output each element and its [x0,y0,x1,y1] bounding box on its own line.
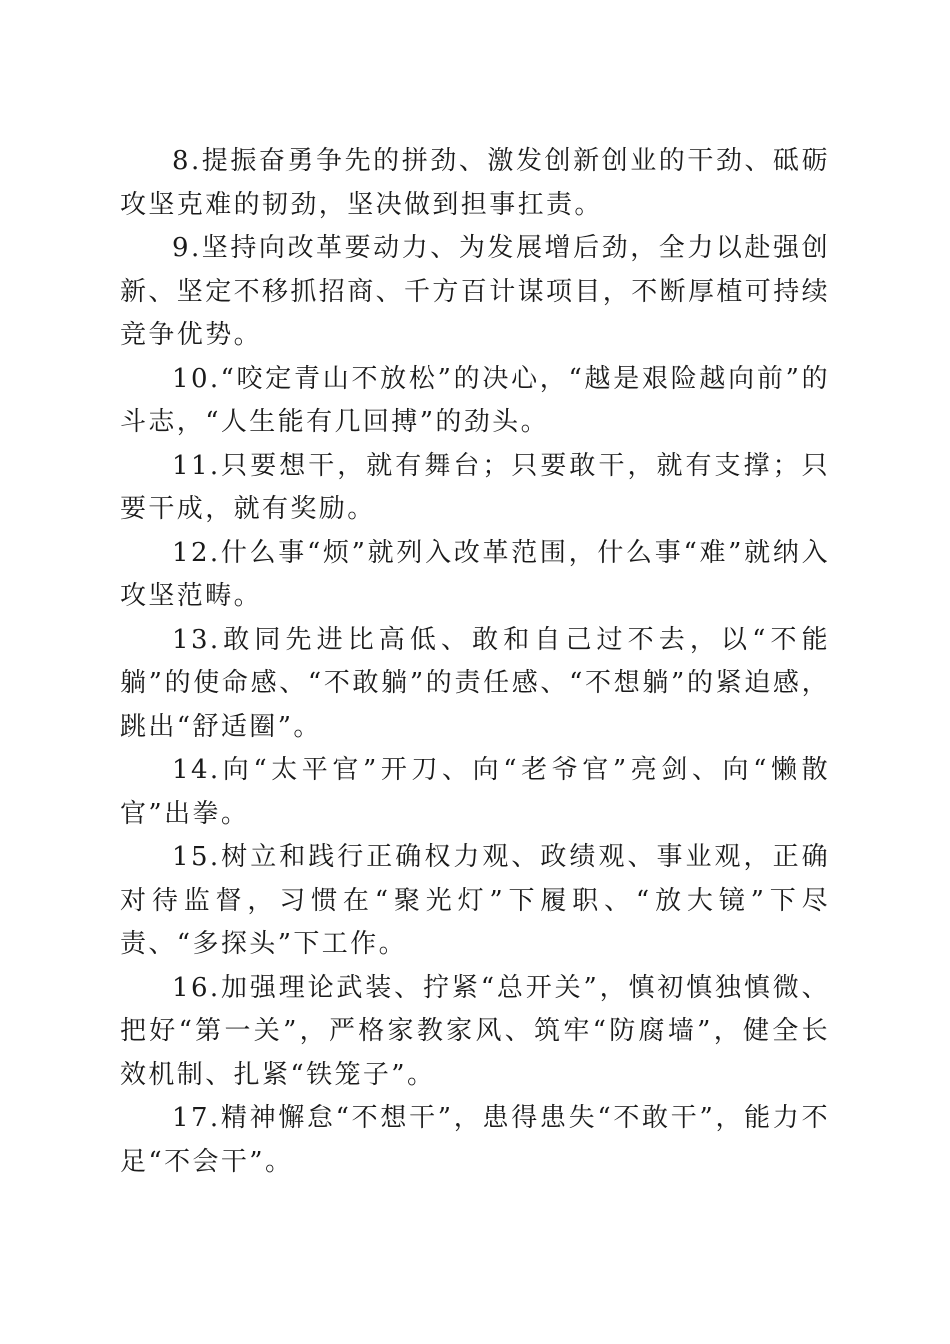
document-body [120,140,830,1184]
paragraph-11: 11.只要想干，就有舞台；只要敢干，就有支撑；只要干成，就有奖励。 [120,450,830,524]
paragraph-9: 9.坚持向改革要动力、为发展增后劲，全力以赴强创新、坚定不移抓招商、千方百计谋项目，不断厚植可持续竞争优势。 [120,233,831,350]
paragraph-16: 16.加强理论武装、拧紧“总开关”，慎初慎独慎微、把好“第一关”，严格家教家风、筑牢“防腐墙”，健全长效机制、扎紧“铁笼子”。 [120,972,830,1090]
paragraph-15: 15.树立和践行正确权力观、政绩观、事业观，正确对待监督，习惯在“聚光灯”下履职、“放大镜”下尽责、“多探头”下工作。 [120,842,830,959]
paragraph-12: 12.什么事“烦”就列入改革范围，什么事“难”就纳入攻坚范畴。 [120,537,830,611]
paragraph-13: 13.敢同先进比高低、敢和自己过不去，以“不能躺”的使命感、“不敢躺”的责任感、“不想躺”的紧迫感，跳出“舒适圈”。 [120,624,830,742]
paragraph-17: 17.精神懈怠“不想干”，患得患失“不敢干”，能力不足“不会干”。 [120,1103,830,1177]
paragraph-14: 14.向“太平官”开刀、向“老爷官”亮剑、向“懒散官”出拳。 [120,755,830,829]
paragraph-10: 10.“咬定青山不放松”的决心，“越是艰险越向前”的斗志，“人生能有几回搏”的劲头。 [120,363,830,437]
paragraph-8: 8.提振奋勇争先的拼劲、激发创新创业的干劲、砥砺攻坚克难的韧劲，坚决做到担事扛责。 [120,146,830,220]
